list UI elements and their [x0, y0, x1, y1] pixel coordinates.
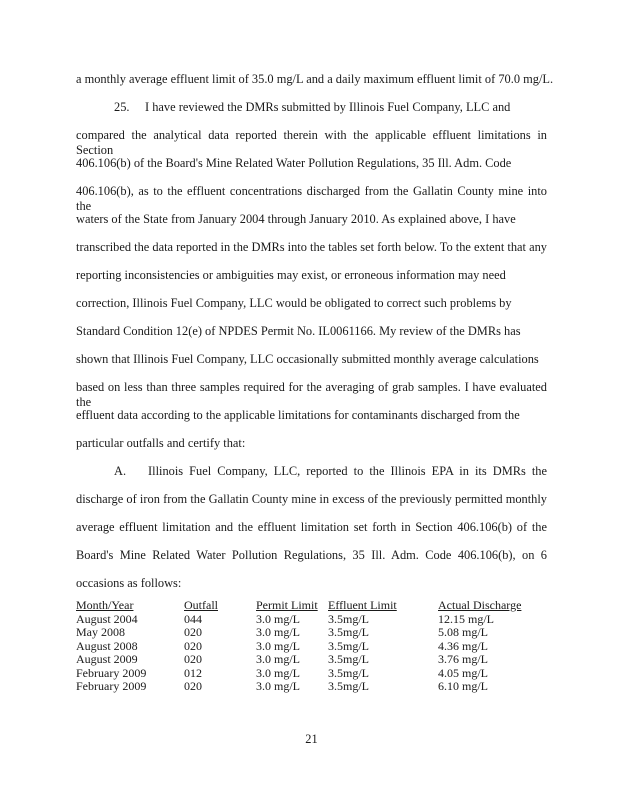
cell-effluent-limit: 3.5mg/L: [328, 638, 369, 653]
body-line-2: I have reviewed the DMRs submitted by Illinois Fuel Company, LLC and: [145, 100, 511, 114]
cell-outfall: 044: [184, 611, 202, 626]
table-row: [76, 640, 538, 654]
cell-actual-discharge: 5.08 mg/L: [438, 625, 488, 639]
cell-outfall: 020: [184, 679, 202, 693]
table-header-row: [76, 599, 538, 613]
cell-permit-limit: 3.0 mg/L: [256, 679, 300, 693]
cell-outfall: 020: [184, 625, 202, 639]
cell-permit-limit: 3.0 mg/L: [256, 652, 300, 666]
body-line-13: effluent data according to the applicable limitations for contaminants discharged from the: [76, 408, 520, 422]
item-label: A.: [114, 464, 127, 478]
cell-month-year: August 2004: [76, 611, 138, 626]
body-line-7: transcribed the data reported in the DMRs into the tables set forth below. To the extent that any: [76, 240, 547, 254]
header-effluent-limit: Effluent Limit: [328, 598, 397, 612]
cell-month-year: May 2008: [76, 625, 125, 639]
table-row: [76, 613, 538, 627]
body-line-5: 406.106(b), as to the effluent concentrations discharged from the Gallatin County mine into the: [76, 184, 547, 213]
body-line-15: Illinois Fuel Company, LLC, reported to the Illinois EPA in its DMRs the: [148, 464, 547, 478]
cell-effluent-limit: 3.5mg/L: [328, 611, 369, 626]
table-row: [76, 667, 538, 681]
cell-actual-discharge: 4.36 mg/L: [438, 638, 488, 653]
body-line-3: compared the analytical data reported therein with the applicable effluent limitations in Section: [76, 128, 547, 157]
body-line-18: Board's Mine Related Water Pollution Regulations, 35 Ill. Adm. Code 406.106(b), on 6: [76, 548, 547, 562]
body-line-4: 406.106(b) of the Board's Mine Related Water Pollution Regulations, 35 Ill. Adm. Code: [76, 156, 512, 170]
header-outfall: Outfall: [184, 598, 218, 612]
iron-discharge-table: [76, 599, 538, 694]
cell-actual-discharge: 4.05 mg/L: [438, 665, 488, 680]
header-permit-limit: Permit Limit: [256, 598, 318, 612]
cell-actual-discharge: 6.10 mg/L: [438, 679, 488, 693]
header-actual-discharge: Actual Discharge: [438, 598, 522, 612]
cell-month-year: February 2009: [76, 679, 147, 693]
cell-actual-discharge: 3.76 mg/L: [438, 652, 488, 666]
body-line-9: correction, Illinois Fuel Company, LLC would be obligated to correct such problems by: [76, 296, 512, 310]
body-line-1: a monthly average effluent limit of 35.0 mg/L and a daily maximum effluent limit of 70.0 mg/L.: [76, 72, 554, 86]
table-row: [76, 626, 538, 640]
cell-effluent-limit: 3.5mg/L: [328, 625, 369, 639]
paragraph-number: 25.: [114, 100, 130, 114]
body-line-12: based on less than three samples required for the averaging of grab samples. I have evaluated the: [76, 380, 547, 409]
table-row: [76, 653, 538, 667]
body-line-11: shown that Illinois Fuel Company, LLC occasionally submitted monthly average calculations: [76, 352, 539, 366]
cell-outfall: 020: [184, 638, 202, 653]
body-line-10: Standard Condition 12(e) of NPDES Permit No. IL0061166. My review of the DMRs has: [76, 324, 521, 338]
cell-effluent-limit: 3.5mg/L: [328, 652, 369, 666]
cell-month-year: August 2008: [76, 638, 138, 653]
cell-permit-limit: 3.0 mg/L: [256, 665, 300, 680]
cell-month-year: February 2009: [76, 665, 147, 680]
cell-actual-discharge: 12.15 mg/L: [438, 611, 494, 626]
body-line-17: average effluent limitation and the effluent limitation set forth in Section 406.106(b) of the: [76, 520, 547, 534]
cell-permit-limit: 3.0 mg/L: [256, 611, 300, 626]
body-line-19: occasions as follows:: [76, 576, 182, 590]
cell-permit-limit: 3.0 mg/L: [256, 638, 300, 653]
table-row: [76, 680, 538, 694]
body-line-14: particular outfalls and certify that:: [76, 436, 246, 450]
cell-permit-limit: 3.0 mg/L: [256, 625, 300, 639]
cell-outfall: 012: [184, 665, 202, 680]
cell-month-year: August 2009: [76, 652, 138, 666]
body-line-8: reporting inconsistencies or ambiguities may exist, or erroneous information may need: [76, 268, 506, 282]
cell-effluent-limit: 3.5mg/L: [328, 679, 369, 693]
body-line-6: waters of the State from January 2004 through January 2010. As explained above, I have: [76, 212, 516, 226]
header-month-year: Month/Year: [76, 598, 134, 612]
body-line-16: discharge of iron from the Gallatin County mine in excess of the previously permitted monthly: [76, 492, 547, 506]
page-number: 21: [305, 732, 318, 746]
cell-effluent-limit: 3.5mg/L: [328, 665, 369, 680]
cell-outfall: 020: [184, 652, 202, 666]
